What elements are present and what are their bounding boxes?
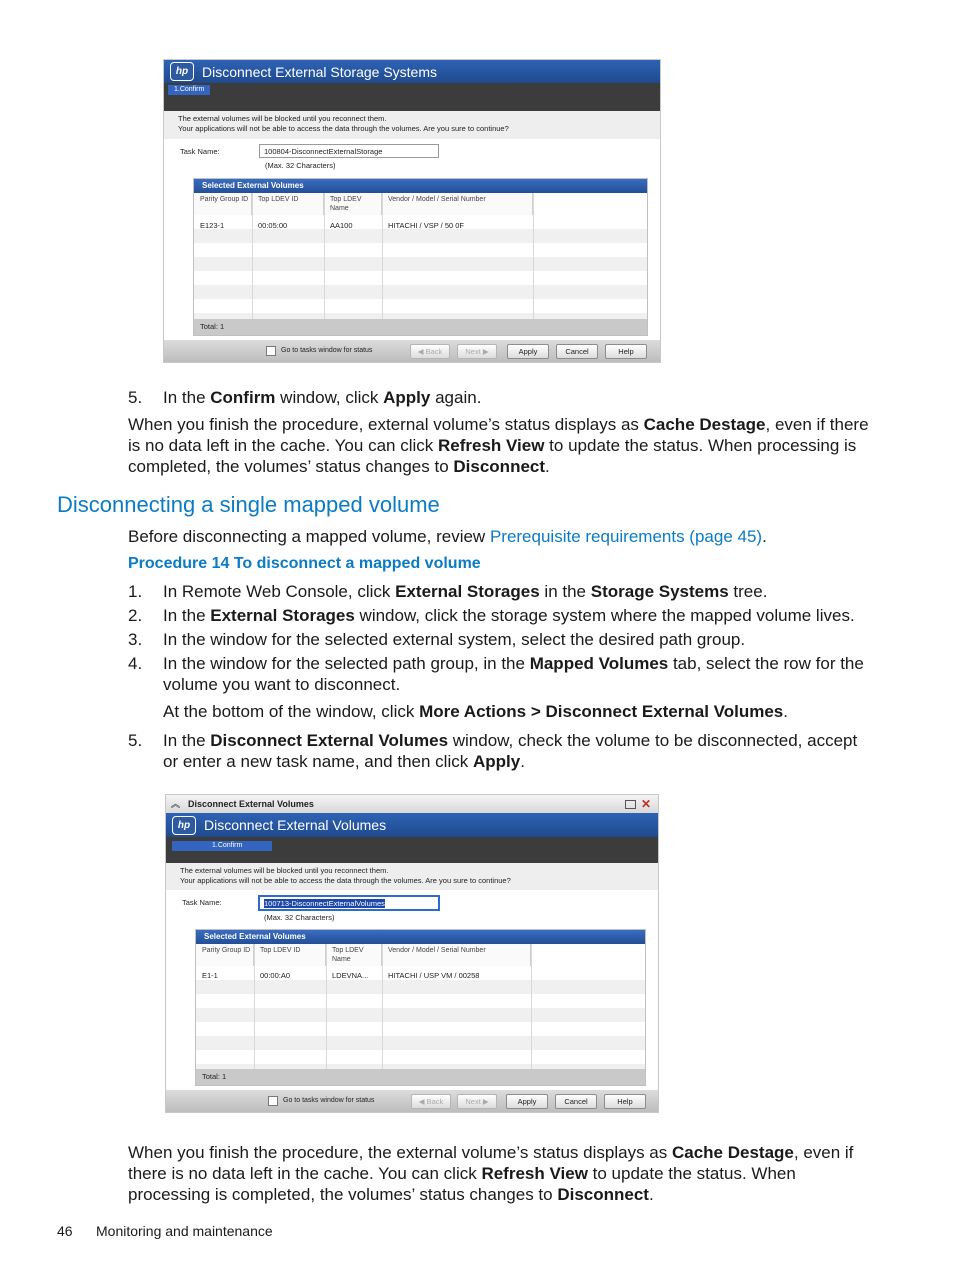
section-heading: Disconnecting a single mapped volume [57,492,440,517]
column-divider [382,193,383,321]
storage-systems-term: Storage Systems [590,582,729,601]
row-stripe [196,1036,645,1050]
external-storages-term: External Storages [210,606,355,625]
cancel-button[interactable]: Cancel [556,344,598,359]
apply-button[interactable]: Apply [506,1094,548,1109]
text: tab, select the row for the volume you want to disconnect. [163,654,864,694]
step-5-number: 5. [128,731,143,750]
table-total: Total: 1 [196,1069,645,1085]
help-button[interactable]: Help [605,344,647,359]
go-to-tasks-checkbox[interactable] [266,346,276,356]
column-divider [382,944,383,1071]
collapse-icon[interactable]: ︽ [171,799,181,809]
task-name-input[interactable]: 100804-DisconnectExternalStorage [259,144,439,158]
text: , even if there is no data left in the cache. You can click [128,1143,854,1183]
prerequisite-link[interactable]: Prerequisite requirements (page 45) [489,527,763,546]
disconnect-term: Disconnect [453,457,546,476]
step-3-text: In the window for the selected external system, select the desired path group. [163,630,746,649]
column-top-ldev-id[interactable]: Top LDEV ID [252,193,324,215]
warning-line-2: Your applications will not be able to access the data through the volumes. Are you sure to continue? [178,124,509,133]
column-divider [531,944,532,1071]
step-5a-number: 5. [128,388,143,407]
disconnect-external-volumes-term: Disconnect External Volumes [210,731,449,750]
cell-top-ldev-id: 00:05:00 [258,221,288,230]
column-top-ldev-id[interactable]: Top LDEV ID [254,944,326,966]
cache-destage-term: Cache Destage [671,1143,794,1162]
task-name-input[interactable] [258,895,440,911]
hp-logo: hp [172,816,196,835]
column-divider [326,944,327,1071]
task-name-hint: (Max. 32 Characters) [265,161,336,170]
close-icon[interactable]: ✕ [641,797,652,811]
row-stripe [194,229,647,243]
text: , even if there is no data left in the cache. You can click [128,415,869,455]
text: In the [163,388,211,407]
text: . [520,752,525,771]
wizard-footer [164,340,660,362]
screenshot-disconnect-external-volumes [165,794,659,1113]
text: In Remote Web Console, click [163,582,396,601]
selected-external-volumes-table [193,178,648,336]
refresh-view-term: Refresh View [437,436,545,455]
go-to-tasks-checkbox[interactable] [268,1096,278,1106]
step-4-number: 4. [128,654,143,673]
table-title: Selected External Volumes [194,179,647,193]
disconnect-term: Disconnect [557,1185,649,1204]
text: window, click [275,388,384,407]
text: tree. [728,582,768,601]
wizard-step-bar [164,83,660,111]
step-confirm: 1.Confirm [168,85,210,95]
table-title: Selected External Volumes [196,930,645,944]
text: . [783,702,788,721]
column-vendor-model-serial[interactable]: Vendor / Model / Serial Number [382,944,531,966]
text: In the [163,731,211,750]
go-to-tasks-label: Go to tasks window for status [283,1097,375,1104]
step-confirm: 1.Confirm [172,841,272,851]
step-4-subtext [163,701,883,722]
text: At the bottom of the window, click [163,702,420,721]
column-divider [254,944,255,1071]
text: window, click the storage system where the mapped volume lives. [354,606,855,625]
row-stripe [196,1008,645,1022]
maximize-icon[interactable] [625,800,636,809]
intro-paragraph [128,526,873,547]
cell-top-ldev-id: 00:00:A0 [260,971,291,980]
text: again. [430,388,482,407]
table-total: Total: 1 [194,319,647,335]
window-header [166,813,658,837]
step-2-number: 2. [128,606,143,625]
warning-message [164,111,660,139]
warning-line-1: The external volumes will be blocked until you reconnect them. [180,866,389,875]
text: . [762,527,767,546]
help-button[interactable]: Help [604,1094,646,1109]
text: in the [539,582,591,601]
cell-vendor-model-serial: HITACHI / VSP / 50 0F [388,221,464,230]
step-3-number: 3. [128,630,143,649]
cache-destage-term: Cache Destage [643,415,766,434]
row-stripe [194,257,647,271]
cell-top-ldev-name: LDEVNA... [332,971,369,980]
window-header [164,60,660,83]
apply-term: Apply [383,388,431,407]
text: . [648,1185,654,1204]
text: In the [163,606,211,625]
cell-top-ldev-name: AA100 [330,221,353,230]
footer-section-title: Monitoring and maintenance [96,1223,273,1239]
task-name-hint: (Max. 32 Characters) [264,913,335,922]
text: window, check the volume to be disconnected, accept or enter a new task name, and then click [163,731,858,771]
dialog-titlebar [166,795,658,813]
step-5a-text [163,387,883,408]
column-vendor-model-serial[interactable]: Vendor / Model / Serial Number [382,193,533,215]
column-parity-group-id[interactable]: Parity Group ID [194,193,252,215]
text: Before disconnecting a mapped volume, review [128,527,490,546]
warning-message [166,863,658,890]
step-5-text [163,730,873,772]
back-button[interactable]: ◀ Back [410,344,450,359]
warning-line-1: The external volumes will be blocked until you reconnect them. [178,114,387,123]
go-to-tasks-label: Go to tasks window for status [281,347,373,354]
row-stripe [196,980,645,994]
column-top-ldev-name[interactable]: Top LDEV Name [324,193,382,215]
page-number: 46 [57,1223,73,1239]
dialog-title: Disconnect External Volumes [188,799,314,809]
external-storages-term: External Storages [395,582,540,601]
wizard-footer [166,1090,658,1112]
next-button[interactable]: Next ▶ [457,1094,497,1109]
refresh-view-term: Refresh View [481,1164,588,1183]
column-parity-group-id[interactable]: Parity Group ID [196,944,254,966]
column-top-ldev-name[interactable]: Top LDEV Name [326,944,382,966]
warning-line-2: Your applications will not be able to access the data through the volumes. Are you sure to continue? [180,876,511,885]
column-divider [324,193,325,321]
task-name-label: Task Name: [182,898,222,907]
text: When you finish the procedure, the external volume’s status displays as [128,1143,672,1162]
selected-external-volumes-table [195,929,646,1086]
selected-text: 100713-DisconnectExternalVolumes [264,899,385,908]
confirm-term: Confirm [210,388,276,407]
back-button[interactable]: ◀ Back [411,1094,451,1109]
more-actions-term: More Actions > Disconnect External Volumes [419,702,784,721]
text: to update the status. When processing is completed, the volumes’ status changes to [128,436,857,476]
mapped-volumes-term: Mapped Volumes [529,654,669,673]
text: When you finish the procedure, external volume’s status displays as [128,415,644,434]
step-1-text [163,581,883,602]
window-title: Disconnect External Storage Systems [202,64,437,80]
procedure-title: Procedure 14 To disconnect a mapped volume [128,555,481,572]
screenshot-disconnect-external-storage-systems [163,59,661,363]
task-name-label: Task Name: [180,147,220,156]
step-2-text [163,605,883,626]
wizard-step-bar [166,837,658,863]
next-button[interactable]: Next ▶ [457,344,497,359]
cell-vendor-model-serial: HITACHI / USP VM / 00258 [388,971,480,980]
row-stripe [194,285,647,299]
text: to update the status. When processing is completed, the volumes’ status changes to [128,1164,796,1204]
cell-parity-group: E123-1 [200,221,225,230]
column-divider [252,193,253,321]
step-1-number: 1. [128,582,143,601]
column-divider [533,193,534,321]
window-title: Disconnect External Volumes [204,817,387,833]
apply-button[interactable]: Apply [507,344,549,359]
text: . [545,457,550,476]
apply-term: Apply [472,752,521,771]
cell-parity-group: E1-1 [202,971,218,980]
cancel-button[interactable]: Cancel [555,1094,597,1109]
status-paragraph-1 [128,414,873,477]
step-4-text [163,653,873,695]
status-paragraph-2 [128,1142,873,1205]
text: In the window for the selected path group, in the [163,654,530,673]
hp-logo: hp [170,62,194,81]
